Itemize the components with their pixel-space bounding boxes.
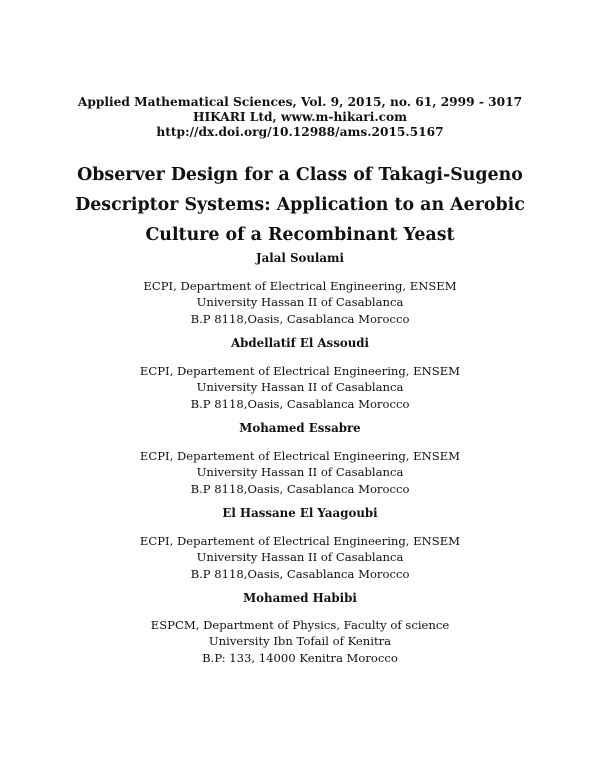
affiliation-line: ECPI, Departement of Electrical Engineering, ENSEM bbox=[139, 534, 461, 548]
affiliation-line: B.P 8118,Oasis, Casablanca Morocco bbox=[190, 311, 410, 326]
author-affiliation bbox=[0, 617, 600, 666]
doi-link[interactable]: http://dx.doi.org/10.12988/ams.2015.5167 bbox=[156, 125, 444, 139]
author-name: Jalal Soulami bbox=[256, 251, 344, 265]
affiliation-line: B.P 8118,Oasis, Casablanca Morocco bbox=[190, 566, 410, 581]
author-affiliation bbox=[0, 533, 600, 582]
title-line-3: Culture of a Recombinant Yeast bbox=[145, 225, 455, 245]
author-affiliation bbox=[0, 448, 600, 497]
author-affiliation bbox=[0, 278, 600, 327]
title-line-1: Observer Design for a Class of Takagi-Sugeno bbox=[77, 165, 523, 185]
affiliation-line: ESPCM, Department of Physics, Faculty of science bbox=[150, 618, 450, 632]
affiliation-line: University Hassan II of Casablanca bbox=[196, 465, 404, 480]
affiliation-line: ECPI, Departement of Electrical Engineering, ENSEM bbox=[139, 449, 461, 463]
author-affiliation bbox=[0, 363, 600, 412]
affiliation-line: University Ibn Tofail of Kenitra bbox=[208, 634, 392, 649]
journal-citation: Applied Mathematical Sciences, Vol. 9, 2015, no. 61, 2999 - 3017 bbox=[77, 95, 523, 109]
title-line-2: Descriptor Systems: Application to an Aerobic bbox=[75, 195, 525, 215]
affiliation-line: B.P 8118,Oasis, Casablanca Morocco bbox=[190, 481, 410, 496]
publisher-line: HIKARI Ltd, www.m-hikari.com bbox=[192, 110, 408, 124]
affiliation-line: B.P 8118,Oasis, Casablanca Morocco bbox=[190, 396, 410, 411]
journal-header bbox=[0, 95, 600, 140]
affiliation-line: ECPI, Department of Electrical Engineering, ENSEM bbox=[143, 279, 457, 293]
affiliation-line: ECPI, Departement of Electrical Engineering, ENSEM bbox=[139, 364, 461, 378]
affiliation-line: University Hassan II of Casablanca bbox=[196, 295, 404, 310]
author-name: El Hassane El Yaagoubi bbox=[222, 506, 378, 520]
affiliation-line: University Hassan II of Casablanca bbox=[196, 380, 404, 395]
author-name: Mohamed Habibi bbox=[243, 591, 357, 605]
affiliation-line: University Hassan II of Casablanca bbox=[196, 550, 404, 565]
paper-title bbox=[0, 160, 600, 250]
author-name: Abdellatif El Assoudi bbox=[230, 336, 370, 350]
author-name: Mohamed Essabre bbox=[239, 421, 361, 435]
affiliation-line: B.P: 133, 14000 Kenitra Morocco bbox=[202, 650, 398, 665]
